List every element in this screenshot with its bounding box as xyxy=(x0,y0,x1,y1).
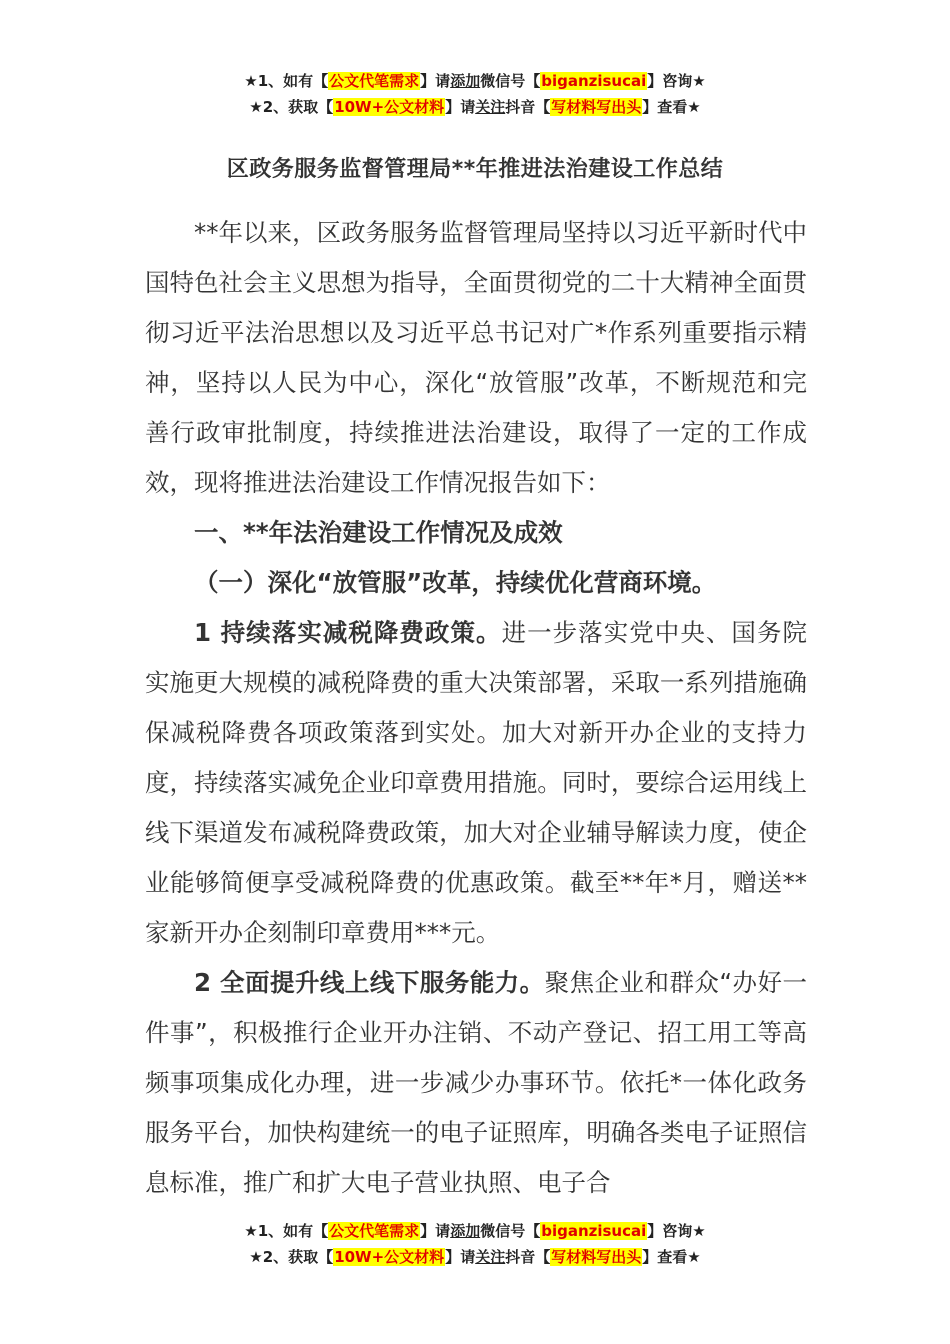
banner-text: 】请 xyxy=(420,1222,451,1240)
banner-underlined: 关注 xyxy=(475,98,506,116)
section-heading: 一、**年法治建设工作情况及成效 xyxy=(194,518,563,547)
banner-text: 微信号【 xyxy=(480,1222,541,1240)
banner-highlight: biganzisucai xyxy=(541,1222,647,1240)
banner-highlight: biganzisucai xyxy=(541,72,647,90)
item-lead: 1 持续落实减税降费政策。 xyxy=(194,618,502,647)
banner-line-2 xyxy=(0,1244,950,1270)
banner-highlight: 写材料写出头 xyxy=(551,1248,642,1266)
banner-highlight: 公文代笔需求 xyxy=(329,1222,420,1240)
banner-highlight: 10W+公文材料 xyxy=(334,98,445,116)
item-lead: 2 全面提升线上线下服务能力。 xyxy=(194,968,545,997)
document-title: 区政务服务监督管理局**年推进法治建设工作总结 xyxy=(226,157,724,182)
document-body xyxy=(145,208,807,1208)
banner-highlight: 写材料写出头 xyxy=(551,98,642,116)
banner-text: ★2、获取【 xyxy=(249,1248,334,1266)
banner-text: 】查看★ xyxy=(642,98,701,116)
banner-line-2 xyxy=(0,94,950,120)
banner-text: ★1、如有【 xyxy=(244,1222,329,1240)
banner-line-1 xyxy=(0,68,950,94)
banner-highlight: 10W+公文材料 xyxy=(334,1248,445,1266)
item-paragraph-2 xyxy=(145,958,807,1208)
item-paragraph-1 xyxy=(145,608,807,958)
banner-text: 】咨询★ xyxy=(647,72,706,90)
item-text: 聚焦企业和群众“办好一件事”，积极推行企业开办注销、不动产登记、招工用工等高频事项集成化办理，进一步减少办事环节。依托*一体化政务服务平台，加快构建统一的电子证照库，明确各类电子证照信息标准，推广和扩大电子营业执照、电子合 xyxy=(145,968,807,1197)
banner-line-1 xyxy=(0,1218,950,1244)
banner-highlight: 公文代笔需求 xyxy=(329,72,420,90)
banner-underlined: 添加 xyxy=(450,72,481,90)
banner-text: ★2、获取【 xyxy=(249,98,334,116)
banner-text: 微信号【 xyxy=(480,72,541,90)
banner-underlined: 关注 xyxy=(475,1248,506,1266)
banner-text: 抖音【 xyxy=(505,98,551,116)
subsection-heading: （一）深化“放管服”改革，持续优化营商环境。 xyxy=(194,568,717,597)
banner-text: 】咨询★ xyxy=(647,1222,706,1240)
banner-underlined: 添加 xyxy=(450,1222,481,1240)
banner-text: 】请 xyxy=(445,1248,476,1266)
bottom-banner xyxy=(0,1218,950,1270)
banner-text: 】请 xyxy=(445,98,476,116)
banner-text: ★1、如有【 xyxy=(244,72,329,90)
banner-text: 】查看★ xyxy=(642,1248,701,1266)
intro-paragraph: **年以来，区政务服务监督管理局坚持以习近平新时代中国特色社会主义思想为指导，全面贯彻党的二十大精神全面贯彻习近平法治思想以及习近平总书记对广*作系列重要指示精神，坚持以人民为中心，深化“放管服”改革，不断规范和完善行政审批制度，持续推进法治建设，取得了一定的工作成效，现将推进法治建设工作情况报告如下： xyxy=(145,218,807,497)
item-text: 进一步落实党中央、国务院实施更大规模的减税降费的重大决策部署，采取一系列措施确保减税降费各项政策落到实处。加大对新开办企业的支持力度，持续落实减免企业印章费用措施。同时，要综合运用线上线下渠道发布减税降费政策，加大对企业辅导解读力度，使企业能够简便享受减税降费的优惠政策。截至**年*月，赠送**家新开办企刻制印章费用***元。 xyxy=(145,618,808,947)
top-banner xyxy=(0,68,950,120)
banner-text: 】请 xyxy=(420,72,451,90)
banner-text: 抖音【 xyxy=(505,1248,551,1266)
